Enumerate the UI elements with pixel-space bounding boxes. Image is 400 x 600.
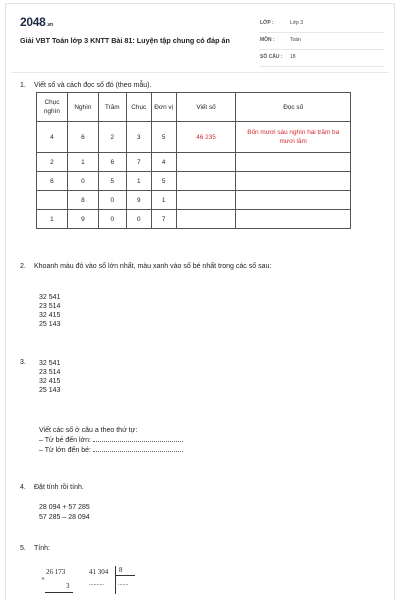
list-item[interactable]: 32 415 xyxy=(39,312,61,319)
multiplier: 3 xyxy=(66,582,70,590)
written-number-cell: 46 235 xyxy=(176,122,236,153)
ascending-label: – Từ bé đến lớn: xyxy=(39,437,91,444)
place-value-table xyxy=(36,92,351,229)
answer-cell[interactable] xyxy=(176,153,236,172)
answer-cell[interactable] xyxy=(236,210,351,229)
meta-value: 18 xyxy=(290,54,296,60)
meta-value: Lớp 3 xyxy=(290,20,304,26)
question-text: Khoanh màu đỏ vào số lớn nhất, màu xanh vào số bé nhất trong các số sau: xyxy=(34,263,272,270)
question-3 xyxy=(20,359,34,366)
multiplicand: 26 173 xyxy=(46,568,66,576)
question-2 xyxy=(20,263,271,270)
meta-panel xyxy=(259,18,384,69)
example-row xyxy=(37,122,351,153)
meta-label: SỐ CÂU : xyxy=(260,54,283,60)
table-cell: 9 xyxy=(126,191,151,210)
divisor: 8 xyxy=(119,566,123,574)
table-row xyxy=(37,153,351,172)
ordering-task xyxy=(39,426,183,456)
question-4 xyxy=(20,484,84,491)
list-item[interactable]: 23 514 xyxy=(39,303,61,310)
question-number: 3. xyxy=(20,359,26,366)
question-number: 1. xyxy=(20,82,26,89)
meta-label: MÔN : xyxy=(260,37,275,43)
table-cell: 1 xyxy=(151,191,176,210)
question-5 xyxy=(20,545,50,552)
table-header-row xyxy=(37,93,351,122)
column-header: Nghìn xyxy=(67,93,98,122)
header-divider xyxy=(11,72,389,73)
column-header: Viết số xyxy=(176,93,236,122)
list-item: 32 541 xyxy=(39,360,61,367)
meta-row-class xyxy=(259,18,384,33)
table-cell: 0 xyxy=(126,210,151,229)
question-number: 2. xyxy=(20,263,26,270)
meta-label: LỚP : xyxy=(260,20,274,26)
table-cell: 9 xyxy=(67,210,98,229)
number-list xyxy=(39,293,60,329)
division-bar xyxy=(115,566,116,594)
table-cell: 2 xyxy=(37,153,68,172)
table-cell: 0 xyxy=(67,172,98,191)
column-header: Đọc số xyxy=(236,93,351,122)
instruction-text: Viết các số ở câu a theo thứ tự: xyxy=(39,427,138,434)
descending-label: – Từ lớn đến bé: xyxy=(39,447,91,454)
column-header: Chục xyxy=(126,93,151,122)
answer-cell[interactable] xyxy=(176,191,236,210)
question-number: 5. xyxy=(20,545,26,552)
times-sign: × xyxy=(41,575,45,583)
list-item: 32 415 xyxy=(39,378,61,385)
table-cell: 1 xyxy=(37,210,68,229)
table-cell xyxy=(37,191,68,210)
list-item: 57 285 – 28 094 xyxy=(39,514,90,521)
table-cell: 6 xyxy=(98,153,126,172)
list-item: 28 094 + 57 285 xyxy=(39,504,90,511)
calculation-list xyxy=(39,503,90,523)
table-row xyxy=(37,191,351,210)
number-list xyxy=(39,359,60,395)
table-row xyxy=(37,172,351,191)
list-item: 23 514 xyxy=(39,369,61,376)
multiplication-line xyxy=(45,592,73,593)
descending-line xyxy=(39,446,183,456)
question-1 xyxy=(20,82,151,89)
table-cell: 6 xyxy=(37,172,68,191)
table-cell: 2 xyxy=(98,122,126,153)
quotient-dots[interactable]: ....... xyxy=(118,581,129,587)
table-cell: 6 xyxy=(67,122,98,153)
ascending-answer-field[interactable] xyxy=(93,436,183,442)
table-cell: 7 xyxy=(126,153,151,172)
column-header: Chục nghìn xyxy=(37,93,68,122)
question-number: 4. xyxy=(20,484,26,491)
work-dots[interactable]: .......... xyxy=(89,581,104,587)
table-cell: 5 xyxy=(151,172,176,191)
meta-row-count xyxy=(259,52,384,67)
table-cell: 5 xyxy=(151,122,176,153)
table-cell: 7 xyxy=(151,210,176,229)
table-cell: 1 xyxy=(67,153,98,172)
descending-answer-field[interactable] xyxy=(93,446,183,452)
table-cell: 1 xyxy=(126,172,151,191)
table-cell: 3 xyxy=(126,122,151,153)
table-row xyxy=(37,210,351,229)
answer-cell[interactable] xyxy=(236,191,351,210)
meta-value: Toán xyxy=(290,37,301,43)
column-header: Đơn vị xyxy=(151,93,176,122)
column-header: Trăm xyxy=(98,93,126,122)
table-cell: 4 xyxy=(37,122,68,153)
list-item: 25 143 xyxy=(39,387,61,394)
list-item[interactable]: 25 143 xyxy=(39,321,61,328)
list-item[interactable]: 32 541 xyxy=(39,294,61,301)
answer-cell[interactable] xyxy=(236,153,351,172)
answer-cell[interactable] xyxy=(176,172,236,191)
answer-cell[interactable] xyxy=(176,210,236,229)
table-cell: 0 xyxy=(98,191,126,210)
site-logo[interactable]: 2048.vn xyxy=(20,15,53,29)
table-cell: 4 xyxy=(151,153,176,172)
table-cell: 5 xyxy=(98,172,126,191)
table-cell: 0 xyxy=(98,210,126,229)
answer-cell[interactable] xyxy=(236,172,351,191)
question-text: Tính: xyxy=(34,545,50,552)
divisor-line xyxy=(115,575,135,576)
table-cell: 8 xyxy=(67,191,98,210)
meta-row-subject xyxy=(259,35,384,50)
question-text: Viết số và cách đọc số đó (theo mẫu). xyxy=(34,82,152,89)
question-text: Đặt tính rồi tính. xyxy=(34,484,84,491)
dividend: 41 304 xyxy=(89,568,109,576)
ascending-line xyxy=(39,436,183,446)
reading-cell: Bốn mươi sáu nghìn hai trăm ba mươi lăm xyxy=(236,122,351,153)
page-title: Giải VBT Toán lớp 3 KNTT Bài 81: Luyện tập chung có đáp án xyxy=(20,36,230,45)
